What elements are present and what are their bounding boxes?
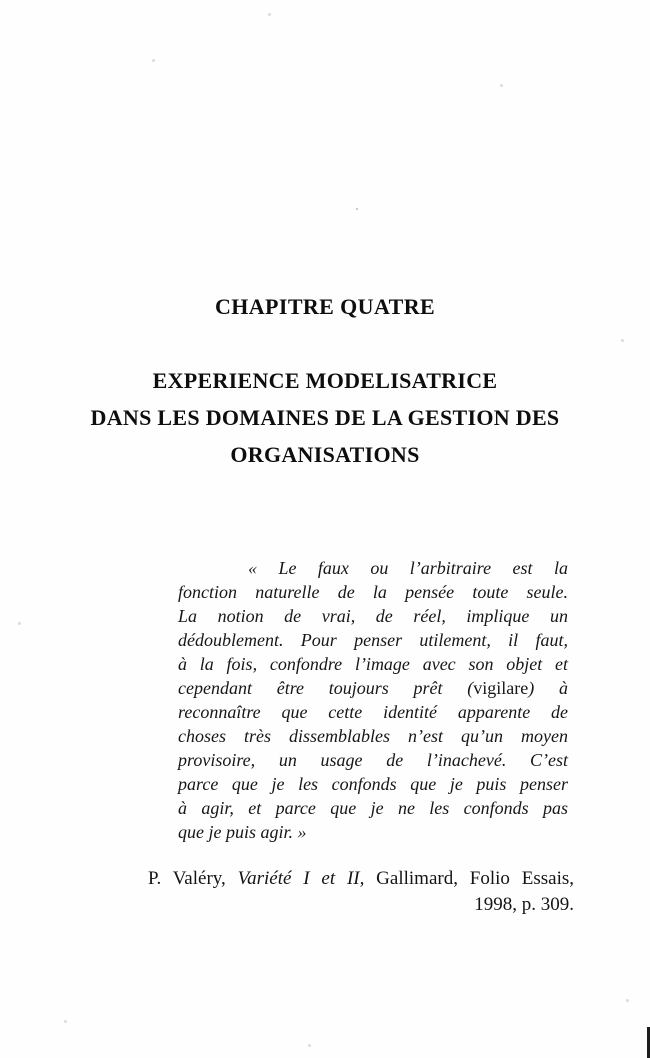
quote-line: que je puis agir. » xyxy=(178,822,307,842)
quote-line: parce que je les confonds que je puis penser xyxy=(178,774,568,794)
scan-speck xyxy=(18,622,21,625)
scan-speck xyxy=(308,1044,311,1047)
quote-line: provisoire, un usage de l’inachevé. C’est xyxy=(178,750,568,770)
scan-speck xyxy=(268,13,271,16)
chapter-title-line: DANS LES DOMAINES DE LA GESTION DES xyxy=(90,405,560,430)
attribution-author: P. Valéry, xyxy=(148,868,238,889)
quote-attribution xyxy=(148,866,574,918)
chapter-title-line: ORGANISATIONS xyxy=(230,442,420,467)
attribution-line xyxy=(148,866,574,892)
quote-line: « Le faux ou l’arbitraire est la xyxy=(248,558,568,578)
scan-speck xyxy=(626,999,629,1002)
epigraph-quote xyxy=(178,556,568,844)
quote-line xyxy=(178,676,568,700)
quote-line: à la fois, confondre l’image avec son objet et xyxy=(178,654,568,674)
chapter-heading: CHAPITRE QUATRE xyxy=(214,294,436,319)
scan-speck xyxy=(152,59,155,62)
quote-latin-word: vigilare xyxy=(473,678,529,698)
quote-line: La notion de vrai, de réel, implique un xyxy=(178,606,568,626)
quote-line: à agir, et parce que je ne les confonds pas xyxy=(178,798,568,818)
attribution-year-page: 1998, p. 309. xyxy=(474,894,574,915)
quote-line: fonction naturelle de la pensée toute seule. xyxy=(178,582,568,602)
quote-line: reconnaître que cette identité apparente de xyxy=(178,702,568,722)
quote-line-segment: cependant être toujours prêt ( xyxy=(178,678,474,698)
quote-line: choses très dissemblables n’est qu’un moyen xyxy=(178,726,568,746)
scan-speck xyxy=(500,84,503,87)
scan-speck xyxy=(356,208,358,210)
scan-speck xyxy=(621,339,624,342)
chapter-title-block xyxy=(0,362,650,473)
quote-line-segment: ) à xyxy=(528,678,568,698)
quote-line: dédoublement. Pour penser utilement, il faut, xyxy=(178,630,568,650)
attribution-publisher: Gallimard, Folio Essais, xyxy=(364,868,574,889)
attribution-book-title: Variété I et II, xyxy=(237,868,365,889)
chapter-title-line: EXPERIENCE MODELISATRICE xyxy=(152,368,498,393)
scan-speck xyxy=(64,1020,67,1023)
